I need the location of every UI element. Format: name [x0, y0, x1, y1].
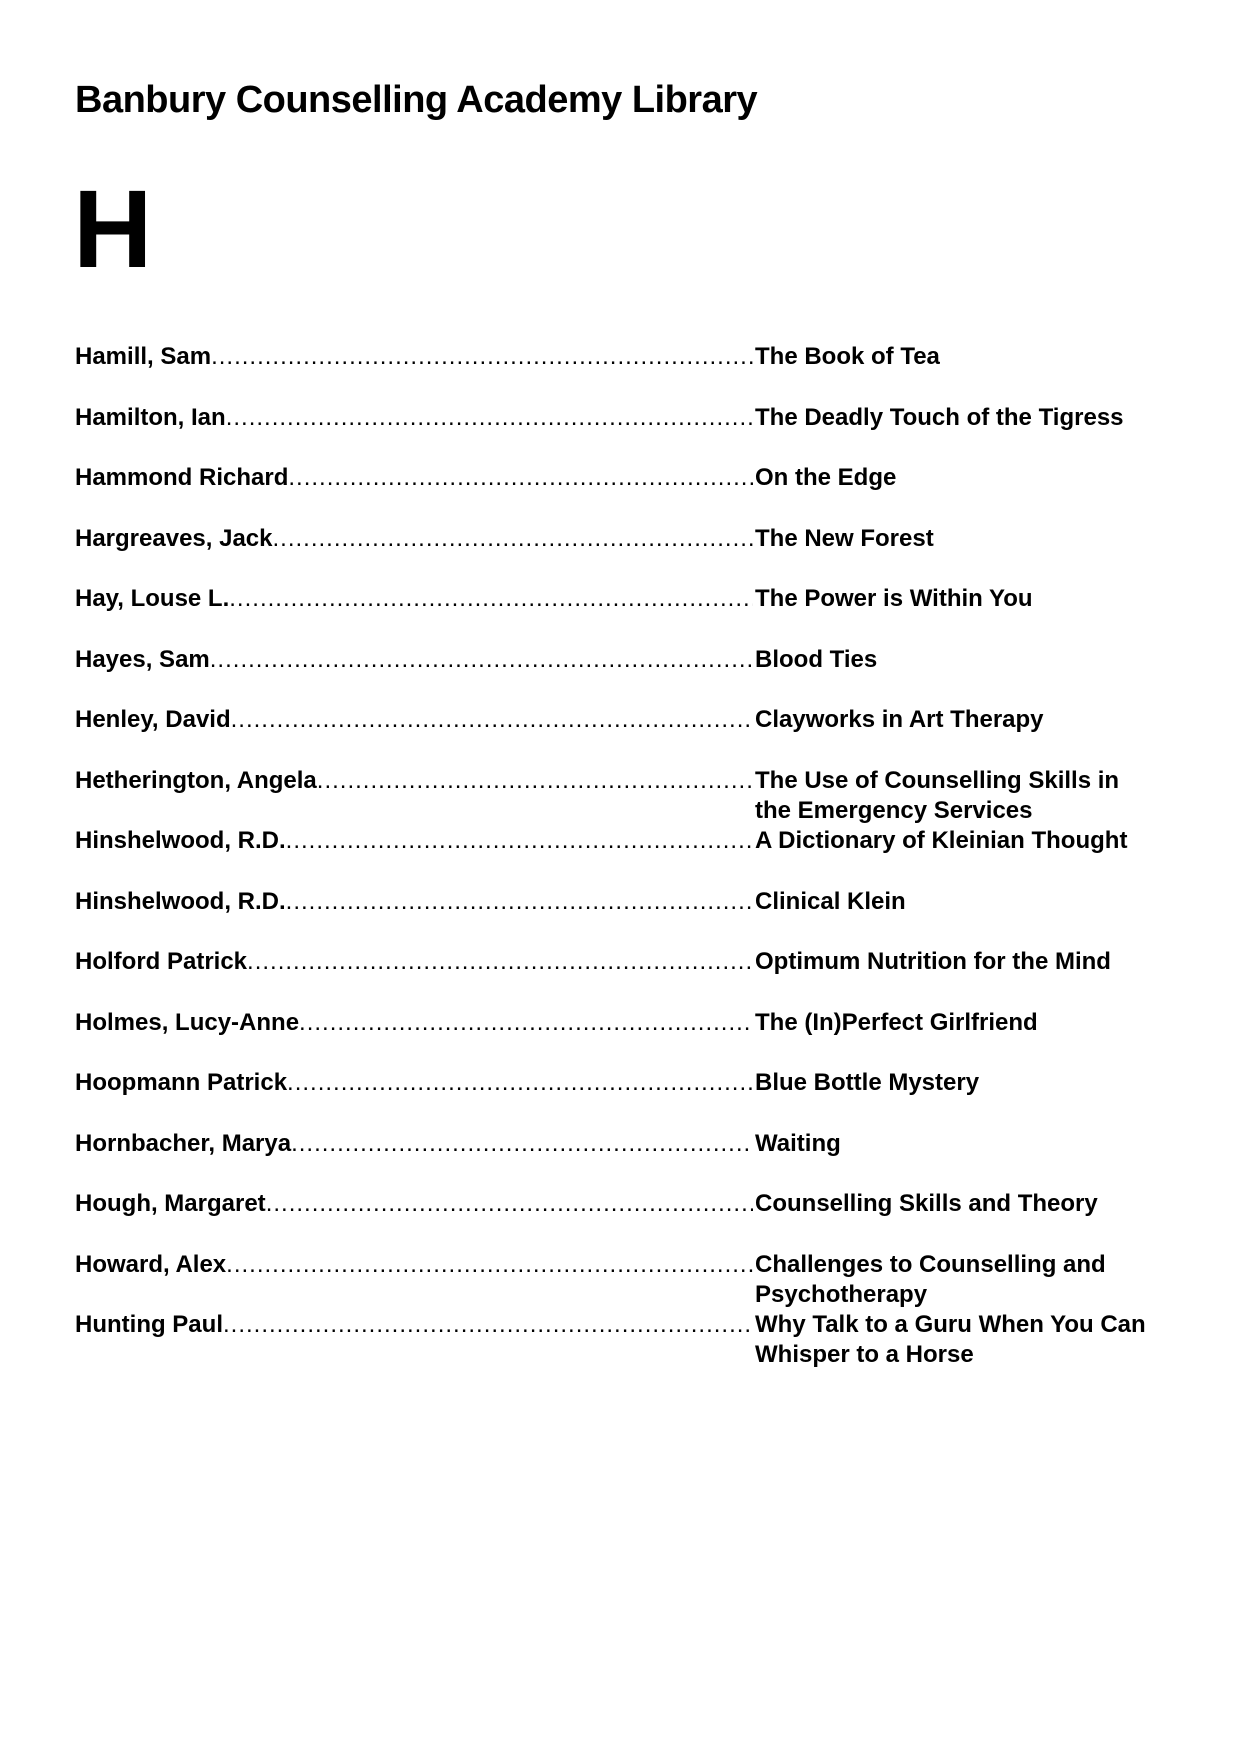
author-cell [75, 1310, 753, 1340]
author-name: Holmes, Lucy-Anne [75, 1008, 300, 1036]
dot-leader [288, 463, 753, 493]
author-name: Hoopmann Patrick [75, 1069, 288, 1096]
dot-leader [287, 1068, 753, 1098]
catalog-entry [75, 463, 1155, 524]
dot-leader [286, 887, 753, 917]
author-cell [75, 826, 753, 856]
author-name: Hamill, Sam [75, 343, 212, 370]
author-name: Hornbacher, Marya [75, 1129, 292, 1157]
book-title: On the Edge [755, 464, 897, 491]
author-cell [75, 524, 753, 554]
book-title: Blue Bottle Mystery [755, 1069, 980, 1096]
book-title: Why Talk to a Guru When You Can Whisper to a Horse [755, 1311, 1146, 1368]
dot-leader [231, 705, 753, 735]
author-cell [75, 1008, 753, 1038]
author-name: Hunting Paul [75, 1311, 223, 1338]
catalog-entry [75, 705, 1155, 766]
book-title: The Use of Counselling Skills in the Emergency Services [755, 766, 1120, 824]
dot-leader [226, 1250, 753, 1280]
author-name: Hamilton, Ian [75, 403, 226, 431]
author-name: Hinshelwood, R.D. [75, 887, 286, 915]
book-title: Counselling Skills and Theory [755, 1190, 1098, 1217]
author-name: Holford Patrick [75, 948, 248, 975]
catalog-entry [75, 524, 1155, 585]
author-cell [75, 645, 753, 675]
dot-leader [247, 947, 753, 977]
dot-leader [291, 1129, 753, 1159]
author-name: Hinshelwood, R.D. [75, 827, 286, 854]
author-name: Hay, Louse L. [75, 585, 230, 612]
catalog-entry [75, 1068, 1155, 1129]
dot-leader [223, 1310, 753, 1340]
author-cell [75, 766, 753, 796]
catalog-entry [75, 645, 1155, 706]
dot-leader [266, 1189, 753, 1219]
author-name: Hetherington, Angela [75, 766, 317, 794]
dot-leader [286, 826, 753, 856]
author-cell [75, 1250, 753, 1280]
book-title: The New Forest [755, 524, 934, 552]
book-title: Clayworks in Art Therapy [755, 706, 1044, 733]
dot-leader [317, 766, 753, 796]
book-title: A Dictionary of Kleinian Thought [755, 827, 1128, 854]
dot-leader [272, 524, 753, 554]
catalog-entry [75, 887, 1155, 948]
author-cell [75, 705, 753, 735]
book-title: Optimum Nutrition for the Mind [755, 948, 1111, 975]
author-cell [75, 1068, 753, 1098]
catalog-entry [75, 584, 1155, 645]
author-cell [75, 584, 753, 614]
catalog-entry [75, 1189, 1155, 1250]
book-title: Blood Ties [755, 645, 878, 673]
catalog-entry [75, 1008, 1155, 1069]
author-name: Hammond Richard [75, 464, 289, 491]
dot-leader [299, 1008, 753, 1038]
dot-leader [211, 342, 753, 372]
author-cell [75, 463, 753, 493]
catalog-entry [75, 947, 1155, 1008]
catalog-entry [75, 826, 1155, 887]
dot-leader [226, 403, 753, 433]
catalog-entry [75, 1310, 1155, 1371]
author-name: Henley, David [75, 706, 231, 733]
author-cell [75, 947, 753, 977]
book-title: Clinical Klein [755, 887, 906, 915]
dot-leader [210, 645, 753, 675]
book-title: The Deadly Touch of the Tigress [755, 403, 1124, 431]
book-title: Challenges to Counselling and Psychotherapy [755, 1250, 1106, 1308]
author-cell [75, 342, 753, 372]
author-cell [75, 1129, 753, 1159]
book-title: The Book of Tea [755, 343, 940, 370]
book-title: The (In)Perfect Girlfriend [755, 1008, 1038, 1036]
author-name: Hayes, Sam [75, 645, 210, 673]
author-name: Howard, Alex [75, 1250, 227, 1278]
catalog-entry [75, 766, 1155, 827]
catalog-entry [75, 403, 1155, 464]
catalog-entry [75, 342, 1155, 403]
page-title: Banbury Counselling Academy Library [75, 79, 758, 121]
author-name: Hough, Margaret [75, 1190, 266, 1217]
author-name: Hargreaves, Jack [75, 524, 273, 552]
book-title: Waiting [755, 1129, 841, 1157]
dot-leader [229, 584, 753, 614]
section-letter: H [73, 168, 153, 291]
catalog-list [75, 342, 1155, 1371]
author-cell [75, 1189, 753, 1219]
author-cell [75, 403, 753, 433]
catalog-entry [75, 1250, 1155, 1311]
author-cell [75, 887, 753, 917]
catalog-entry [75, 1129, 1155, 1190]
book-title: The Power is Within You [755, 585, 1033, 612]
